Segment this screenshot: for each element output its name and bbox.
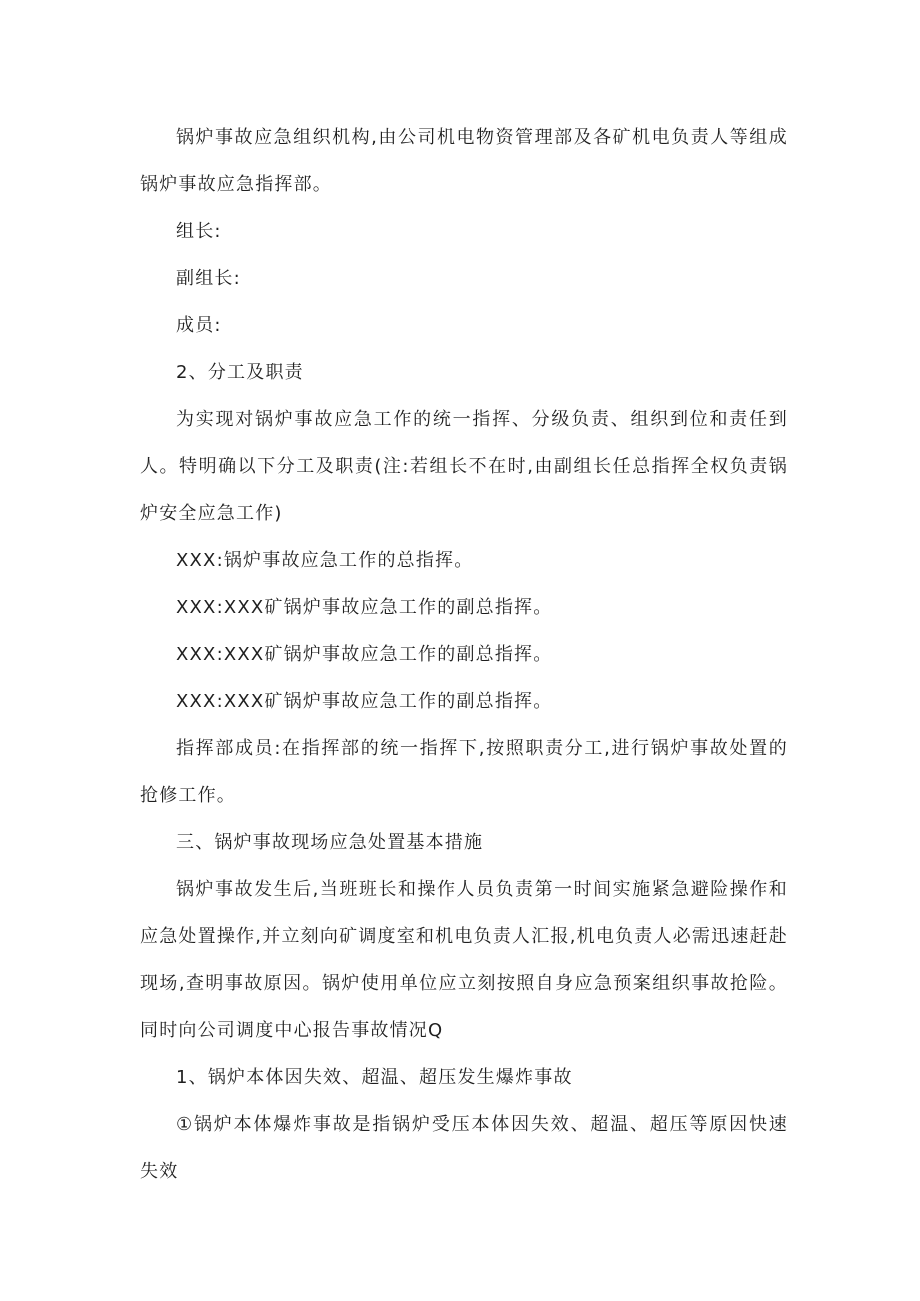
paragraph-deputy-commander-2: XXX:XXX矿锅炉事故应急工作的副总指挥。 — [176, 644, 553, 665]
paragraph-explosion-definition: ①锅炉本体爆炸事故是指锅炉受压本体因失效、超温、超压等原因快速失效 — [140, 1114, 788, 1182]
section-heading-duties: 2、分工及职责 — [176, 362, 304, 383]
paragraph-members: 成员: — [176, 315, 222, 336]
paragraph-group-leader: 组长: — [176, 221, 222, 242]
paragraph-duties-intro: 为实现对锅炉事故应急工作的统一指挥、分级负责、组织到位和责任到人。特明确以下分工及职责(注:若组长不在时,由副组长任总指挥全权负责锅炉安全应急工作) — [140, 409, 788, 524]
paragraph-deputy-leader: 副组长: — [176, 268, 241, 289]
paragraph-deputy-commander-1: XXX:XXX矿锅炉事故应急工作的副总指挥。 — [176, 597, 553, 618]
paragraph-commander: XXX:锅炉事故应急工作的总指挥。 — [176, 550, 474, 571]
document-body — [140, 114, 788, 1195]
section-heading-explosion: 1、锅炉本体因失效、超温、超压发生爆炸事故 — [176, 1067, 573, 1088]
paragraph-deputy-commander-3: XXX:XXX矿锅炉事故应急工作的副总指挥。 — [176, 691, 553, 712]
paragraph-command-members: 指挥部成员:在指挥部的统一指挥下,按照职责分工,进行锅炉事故处置的抢修工作。 — [140, 738, 788, 806]
paragraph-organization: 锅炉事故应急组织机构,由公司机电物资管理部及各矿机电负责人等组成锅炉事故应急指挥部。 — [140, 127, 788, 195]
paragraph-accident-response: 锅炉事故发生后,当班班长和操作人员负责第一时间实施紧急避险操作和应急处置操作,并立刻向矿调度室和机电负责人汇报,机电负责人必需迅速赶赴现场,查明事故原因。锅炉使用单位应立刻按照自身应急预案组织事故抢险。同时向公司调度中心报告事故情况Q — [140, 879, 788, 1041]
section-heading-measures: 三、锅炉事故现场应急处置基本措施 — [176, 832, 484, 853]
